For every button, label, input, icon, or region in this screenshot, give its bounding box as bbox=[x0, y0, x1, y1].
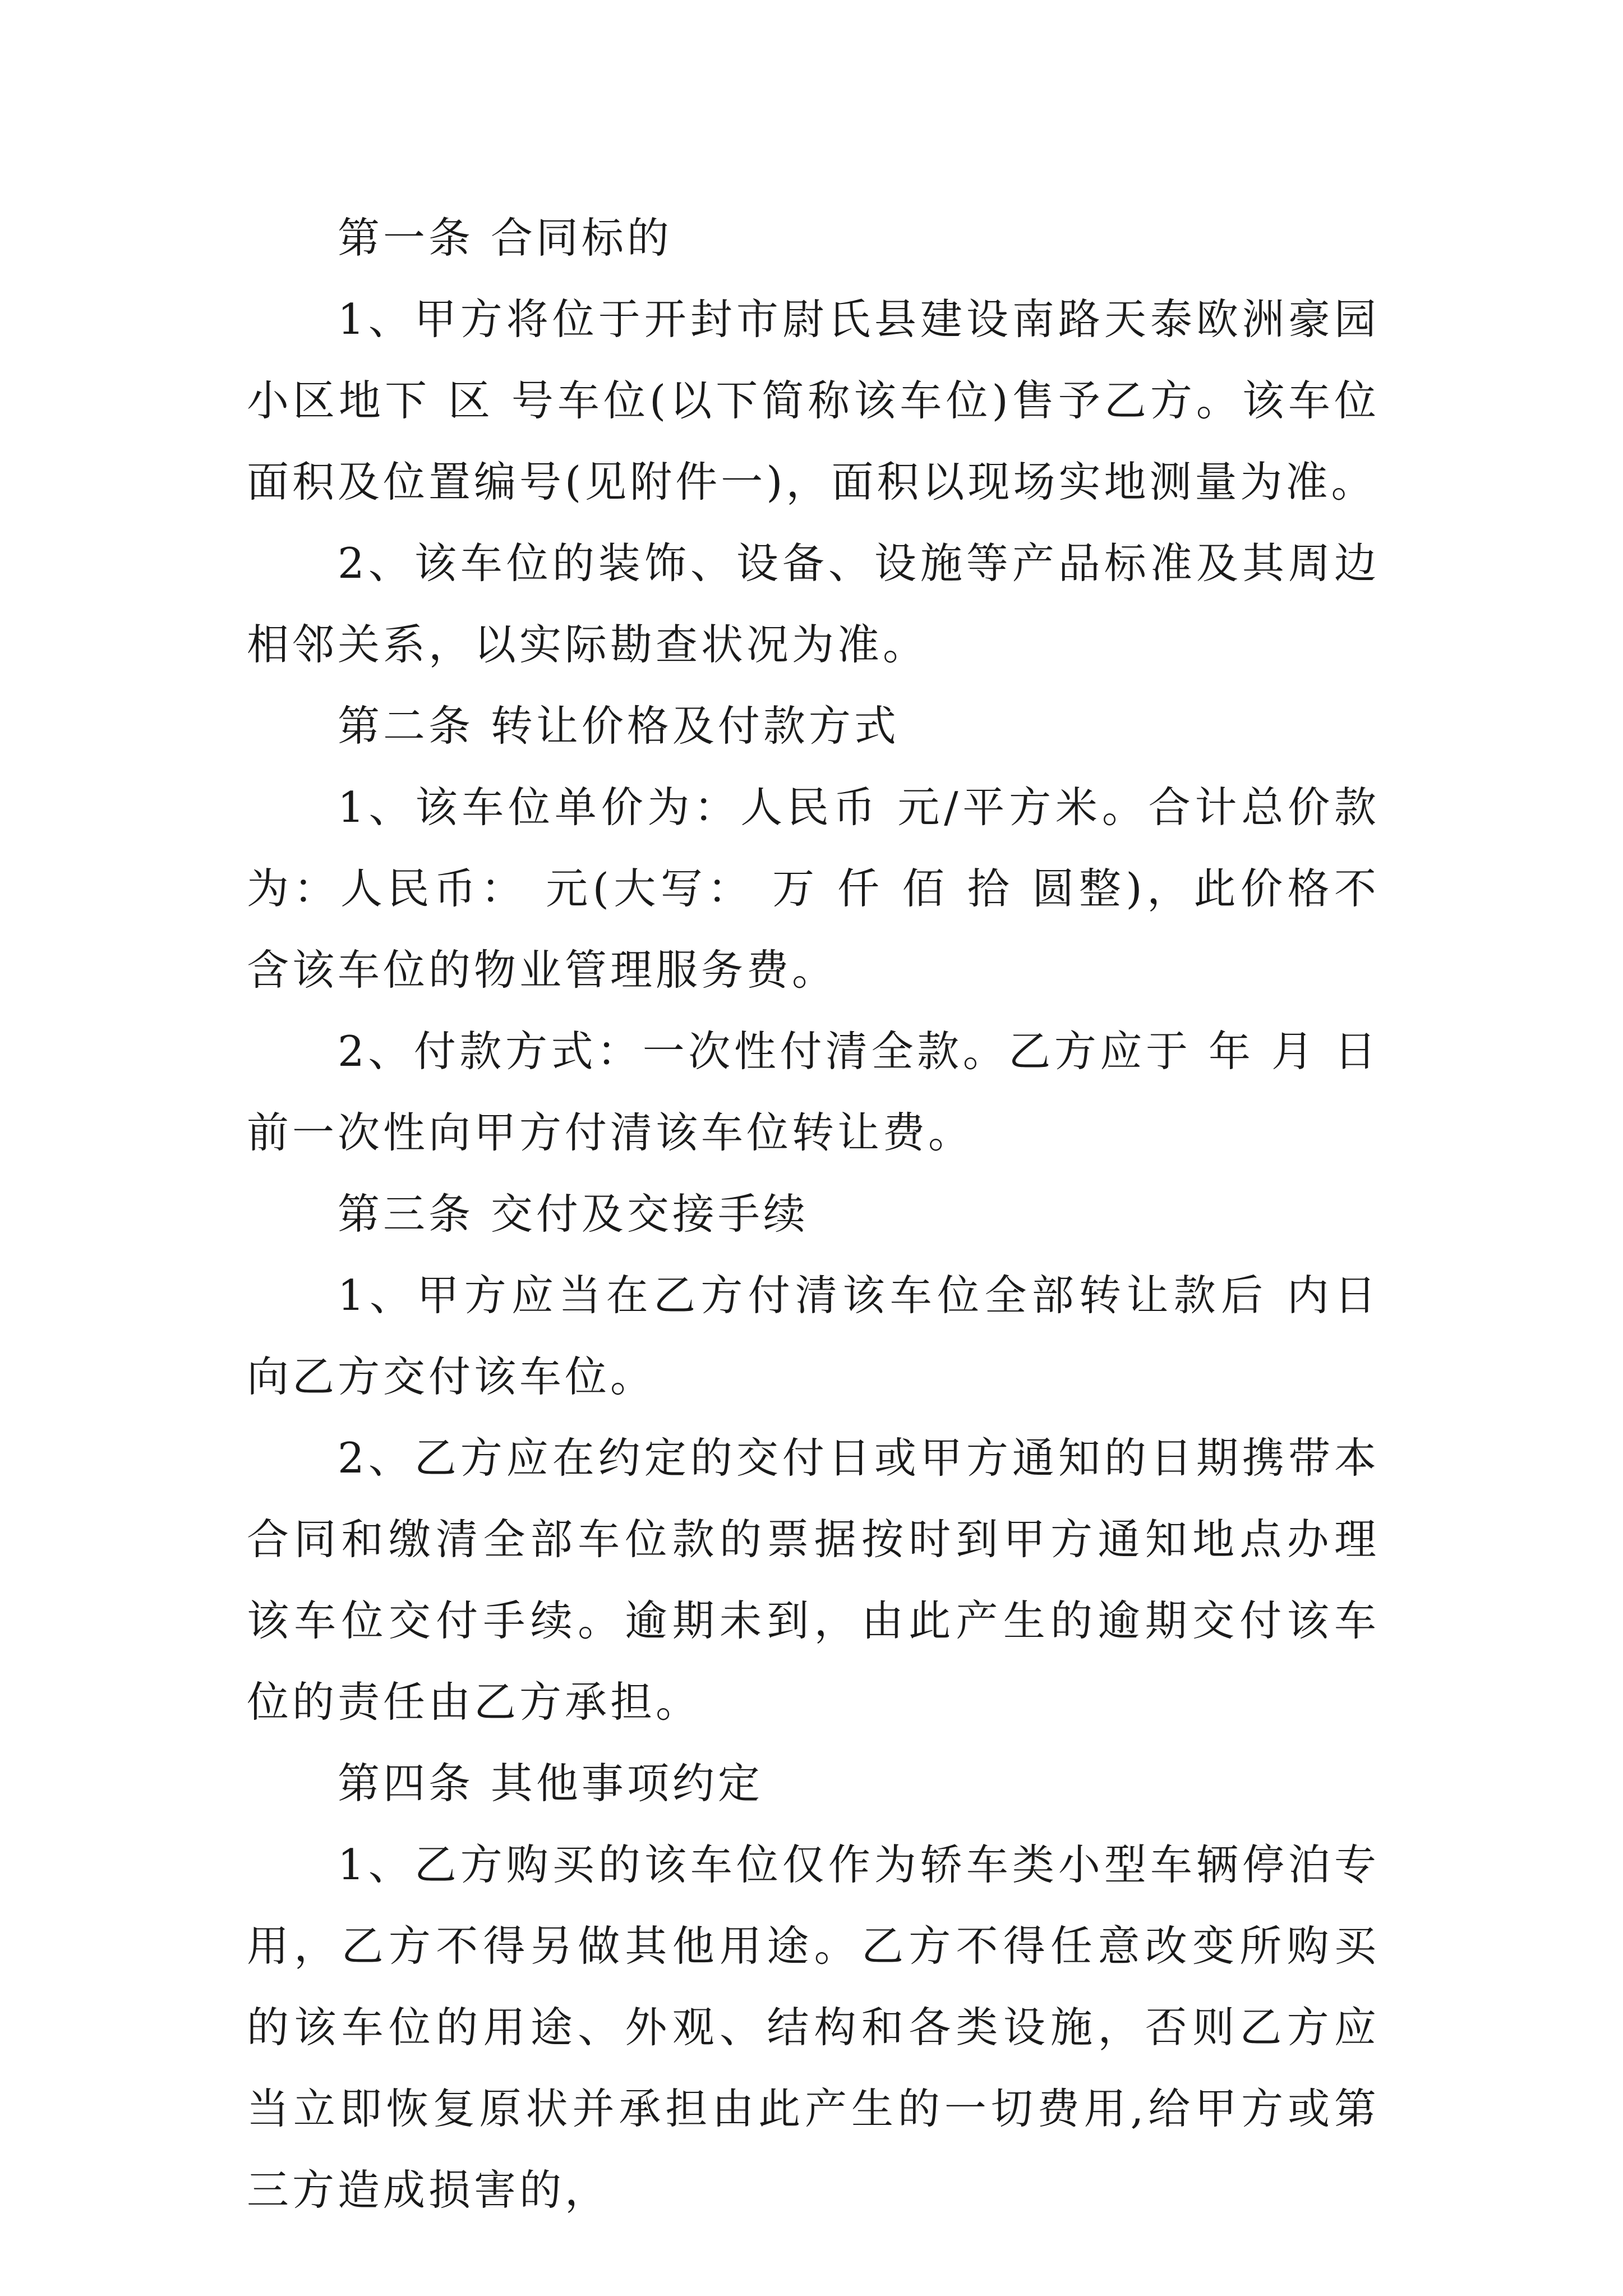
document-body bbox=[247, 197, 1380, 2231]
article-1-clause-2: 2、该车位的装饰、设备、设施等产品标准及其周边相邻关系，以实际勘查状况为准。 bbox=[247, 539, 1380, 669]
article-4-heading: 第四条 其他事项约定 bbox=[338, 1759, 763, 1808]
article-1-clause-1: 1、甲方将位于开封市尉氏县建设南路天泰欧洲豪园小区地下 区 号车位(以下简称该车位)售予乙方。该车位面积及位置编号(见附件一)，面积以现场实地测量为准。 bbox=[247, 295, 1380, 507]
article-2-heading: 第二条 转让价格及付款方式 bbox=[338, 701, 900, 751]
article-4-clause-1: 1、乙方购买的该车位仅作为轿车类小型车辆停泊专用，乙方不得另做其他用途。乙方不得任意改变所购买的该车位的用途、外观、结构和各类设施，否则乙方应当立即恢复原状并承担由此产生的一切费用,给甲方或第三方造成损害的， bbox=[247, 1840, 1380, 2215]
article-2-clause-1: 1、该车位单价为：人民币 元/平方米。合计总价款为：人民币： 元(大写： 万 仟 佰 拾 圆整)，此价格不含该车位的物业管理服务费。 bbox=[247, 783, 1380, 995]
article-3-clause-1: 1、甲方应当在乙方付清该车位全部转让款后 内日向乙方交付该车位。 bbox=[247, 1271, 1380, 1401]
article-3-heading: 第三条 交付及交接手续 bbox=[338, 1189, 809, 1239]
article-2-clause-2: 2、付款方式：一次性付清全款。乙方应于 年 月 日前一次性向甲方付清该车位转让费。 bbox=[247, 1027, 1380, 1157]
article-1-heading: 第一条 合同标的 bbox=[338, 213, 672, 263]
article-3-clause-2: 2、乙方应在约定的交付日或甲方通知的日期携带本合同和缴清全部车位款的票据按时到甲方通知地点办理该车位交付手续。逾期未到，由此产生的逾期交付该车位的责任由乙方承担。 bbox=[247, 1433, 1380, 1727]
